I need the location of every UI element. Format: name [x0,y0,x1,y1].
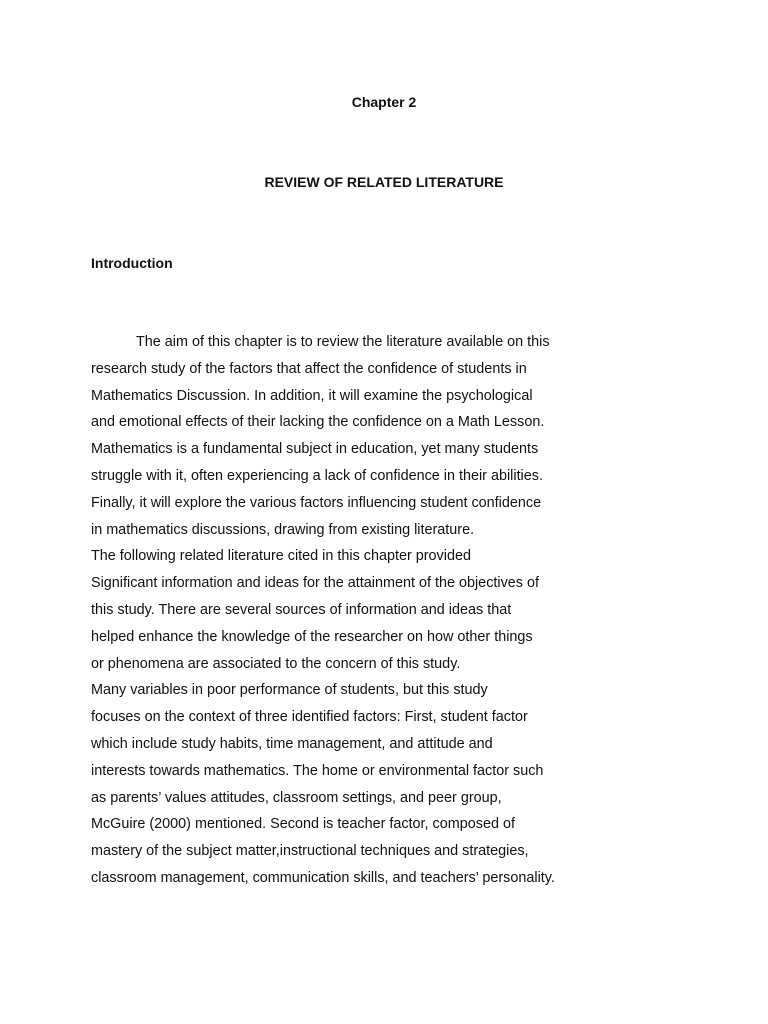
body-line: as parents’ values attitudes, classroom settings, and peer group, [91,789,502,806]
body-line: this study. There are several sources of information and ideas that [91,601,512,618]
body-line: and emotional effects of their lacking the confidence on a Math Lesson. [91,414,545,431]
section-heading: Introduction [91,255,173,271]
body-line: research study of the factors that affect the confidence of students in [91,360,527,377]
chapter-title: REVIEW OF RELATED LITERATURE [264,174,504,190]
body-line: or phenomena are associated to the concern of this study. [91,655,461,672]
body-line: focuses on the context of three identified factors: First, student factor [91,709,528,726]
body-line: Mathematics is a fundamental subject in education, yet many students [91,441,539,458]
body-line: Significant information and ideas for the attainment of the objectives of [91,575,539,592]
body-line: Mathematics Discussion. In addition, it will examine the psychological [91,387,533,404]
body-line: interests towards mathematics. The home or environmental factor such [91,762,544,779]
body-line: The aim of this chapter is to review the literature available on this [136,334,550,350]
chapter-label: Chapter 2 [351,94,417,110]
body-line: mastery of the subject matter,instructional techniques and strategies, [91,843,529,860]
body-line: Many variables in poor performance of students, but this study [91,682,488,699]
body-line: McGuire (2000) mentioned. Second is teacher factor, composed of [91,816,515,833]
body-text [91,329,691,892]
body-line: The following related literature cited in this chapter provided [91,548,471,565]
body-line: which include study habits, time management, and attitude and [91,735,493,752]
body-line: Finally, it will explore the various factors influencing student confidence [91,494,542,511]
body-line: in mathematics discussions, drawing from existing literature. [91,521,475,538]
body-line: classroom management, communication skills, and teachers’ personality. [91,869,555,886]
body-line: helped enhance the knowledge of the researcher on how other things [91,628,533,645]
body-line: struggle with it, often experiencing a lack of confidence in their abilities. [91,467,543,484]
